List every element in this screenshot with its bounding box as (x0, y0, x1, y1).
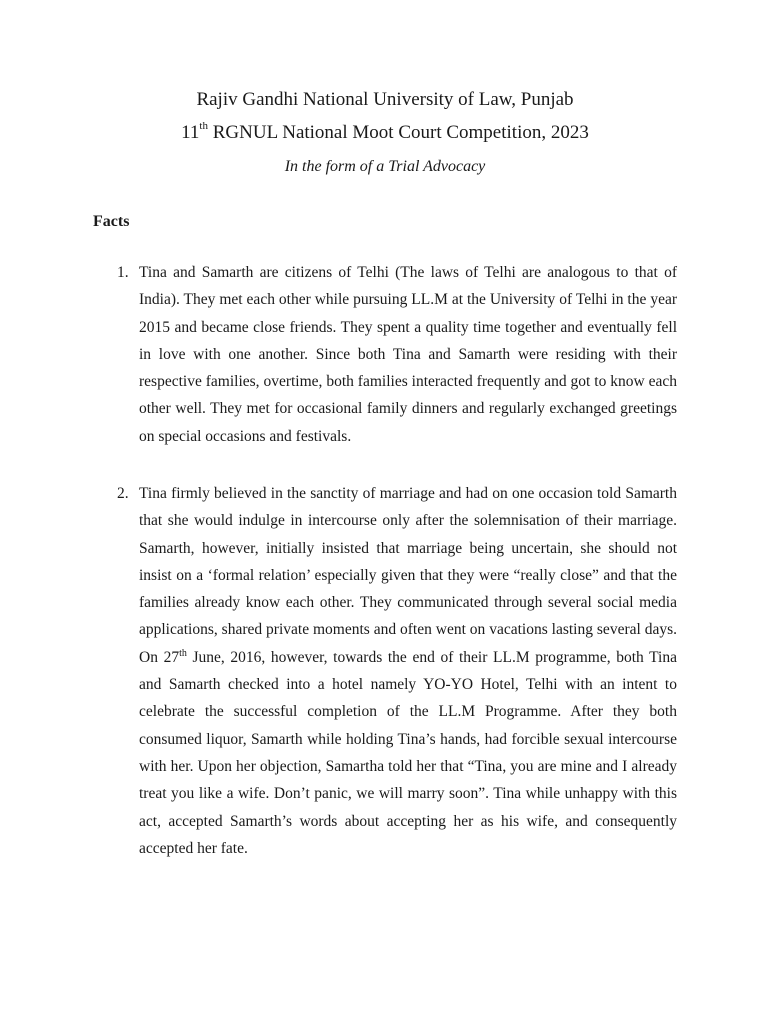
document-subtitle: In the form of a Trial Advocacy (284, 158, 486, 175)
date-ordinal-suffix: th (179, 647, 187, 659)
competition-title (0, 121, 770, 145)
competition-name: RGNUL National Moot Court Competition, 2023 (207, 122, 589, 143)
fact-text-part: Tina firmly believed in the sanctity of marriage and had on one occasion told Samarth that she would indulge in intercourse only after the solemnisation of their marriage. Samarth, however, initially insisted that marriage being uncertain, she should not insist on a ‘formal relation’ especially given that they were “really close” and that the families already know each other. They communicated through several social media applications, shared private moments and often went on vacations lasting several days. On 27 (139, 485, 677, 666)
fact-number: 2. (117, 485, 129, 502)
fact-text (139, 480, 677, 862)
university-title: Rajiv Gandhi National University of Law, Punjab (196, 89, 574, 110)
fact-text-part: June, 2016, however, towards the end of their LL.M programme, both Tina and Samarth checked into a hotel namely YO-YO Hotel, Telhi with an intent to celebrate the successful completion of the LL.M Programme. After they both consumed liquor, Samarth while holding Tina’s hands, had forcible sexual intercourse with her. Upon her objection, Samartha told her that “Tina, you are mine and I already treat you like a wife. Don’t panic, we will marry soon”. Tina while unhappy with this act, accepted Samarth’s words about accepting her as his wife, and consequently accepted her fate. (139, 648, 677, 857)
section-heading: Facts (93, 213, 130, 230)
fact-text: Tina and Samarth are citizens of Telhi (The laws of Telhi are analogous to that of India). They met each other while pursuing LL.M at the University of Telhi in the year 2015 and became close friends. They spent a quality time together and eventually fell in love with one another. Since both Tina and Samarth were residing with their respective families, overtime, both families interacted frequently and got to know each other well. They met for occasional family dinners and regularly exchanged greetings on special occasions and festivals. (139, 264, 677, 445)
fact-number: 1. (117, 264, 129, 281)
competition-ordinal: 11 (181, 122, 200, 143)
competition-ordinal-suffix: th (199, 119, 208, 132)
